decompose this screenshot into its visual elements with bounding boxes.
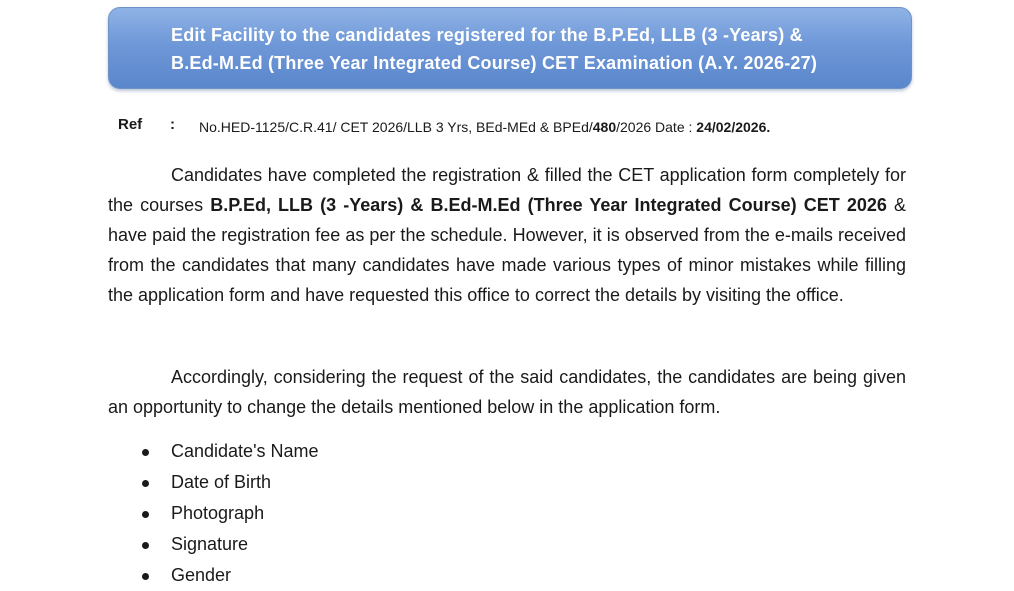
list-item [0, 529, 1014, 560]
list-item-label: Candidate's Name [171, 441, 319, 461]
bullet-icon [142, 573, 149, 580]
editable-fields-list [0, 436, 1014, 591]
list-item [0, 498, 1014, 529]
reference-date-label: /2026 Date : [616, 119, 697, 135]
reference-number-prefix: No.HED-1125/C.R.41/ CET 2026/LLB 3 Yrs, BEd-MEd & BPEd/ [199, 119, 593, 135]
list-item-label: Date of Birth [171, 472, 272, 492]
bullet-icon [142, 511, 149, 518]
reference-colon: : [170, 116, 175, 133]
paragraph-registration-text-2: & have paid the registration fee as per the schedule. However, it is observed from the e-mails received from the candidates that many candidates have made various types of minor mistakes while filling the application form and have requested this office to correct the details by visiting the office. [108, 195, 906, 305]
notice-title-line-1: Edit Facility to the candidates registered for the B.P.Ed, LLB (3 -Years) & [171, 25, 803, 45]
bullet-icon [142, 449, 149, 456]
paragraph-registration-courses: B.P.Ed, LLB (3 -Years) & B.Ed-M.Ed (Three Year Integrated Course) CET 2026 [210, 195, 887, 215]
paragraph-registration-text-1: Candidates have completed the registration & filled the CET application form completely for the courses [108, 165, 906, 215]
bullet-icon [142, 480, 149, 487]
list-item-label: Signature [171, 534, 249, 554]
list-item [0, 436, 1014, 467]
paragraph-opportunity-text: Accordingly, considering the request of the said candidates, the candidates are being given an opportunity to change the details mentioned below in the application form. [108, 367, 906, 417]
reference-date: 24/02/2026. [696, 119, 771, 135]
reference-label: Ref [118, 116, 143, 133]
list-item-label: Gender [171, 565, 232, 585]
list-item [0, 467, 1014, 498]
notice-title-line-2: B.Ed-M.Ed (Three Year Integrated Course) CET Examination (A.Y. 2026-27) [171, 53, 818, 73]
paragraph-registration [108, 160, 906, 310]
bullet-icon [142, 542, 149, 549]
paragraph-opportunity [108, 362, 906, 422]
reference-text [199, 119, 770, 135]
reference-number: 480 [592, 119, 617, 135]
list-item [0, 560, 1014, 591]
notice-title-banner [108, 7, 912, 89]
list-item-label: Photograph [171, 503, 265, 523]
